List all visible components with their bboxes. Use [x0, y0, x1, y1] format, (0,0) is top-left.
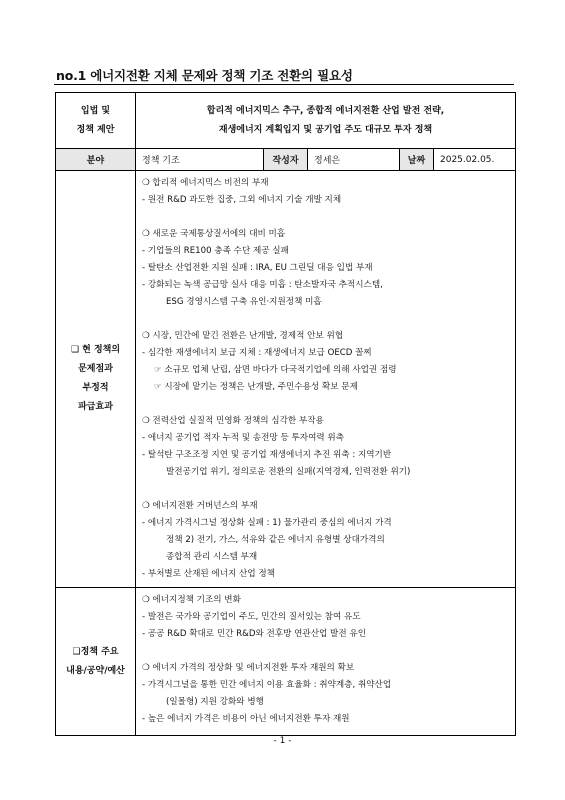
problem-line: - 기업들의 RE100 충족 수단 제공 실패	[142, 246, 289, 256]
author-value: 정세은	[308, 149, 400, 171]
proposal-title-line-1: 합리적 에너지믹스 추구, 종합적 에너지전환 산업 발전 전략,	[206, 105, 445, 116]
author-label: 작성자	[264, 149, 308, 171]
meta-row	[56, 149, 516, 171]
problems-label-line-2: 문제점과	[78, 364, 113, 374]
policy-line: - 공공 R&D 확대로 민간 R&D와 전후방 연관산업 발전 유인	[142, 629, 366, 639]
blank-line	[142, 311, 509, 328]
header-row	[56, 93, 516, 149]
problem-line: - 탈석탄 구조조정 지연 및 공기업 재생에너지 추진 위축 : 지역기반	[142, 450, 392, 460]
problem-line: ❍ 전력산업 실질적 민영화 정책의 심각한 부작용	[142, 416, 324, 426]
problem-line: - 심각한 재생에너지 보급 지체 : 재생에너지 보급 OECD 꼴찌	[142, 348, 372, 358]
problem-line: - 강화되는 녹색 공급망 실사 대응 미흡 : 탄소발자국 추적시스템,	[142, 280, 383, 290]
problem-line: - 원전 R&D 과도한 집중, 그외 에너지 기술 개발 지체	[142, 195, 342, 205]
page-number: - 1 -	[273, 736, 292, 746]
policy-line: (일몰형) 지원 강화와 병행	[166, 697, 264, 707]
policy-line: - 발전은 국가와 공기업이 주도, 민간의 질서있는 참여 유도	[142, 612, 361, 622]
date-value: 2025.02.05.	[434, 149, 516, 171]
problems-content-cell	[136, 171, 516, 588]
policy-content-cell	[136, 588, 516, 736]
problem-line: ☞ 시장에 맡기는 정책은 난개발, 주민수용성 확보 문제	[154, 382, 358, 392]
problem-line: 종합적 관리 시스템 부재	[166, 552, 258, 562]
problem-line: - 에너지 가격시그널 정상화 실패 : 1) 물가관리 중심의 에너지 가격	[142, 518, 392, 528]
problem-line: ESG 경영시스템 구축 유인·지원정책 미흡	[166, 297, 322, 307]
blank-line	[142, 643, 509, 660]
problems-label-line-3: 부정적	[82, 383, 109, 393]
blank-line	[142, 481, 509, 498]
title-underline	[54, 84, 514, 85]
field-value: 정책 기조	[136, 149, 264, 171]
proposal-table	[55, 92, 516, 736]
problems-label-line-4: 파급효과	[78, 402, 113, 412]
proposal-label-line-2: 정책 제안	[76, 124, 115, 135]
problem-line: ❍ 합리적 에너지믹스 비전의 부재	[142, 178, 269, 188]
problems-label-line-1: ❑ 현 정책의	[70, 345, 121, 355]
field-label: 분야	[56, 149, 136, 171]
proposal-title-line-2: 재생에너지 계획입지 및 공기업 주도 대규모 투자 정책	[218, 124, 433, 135]
problem-line: - 에너지 공기업 적자 누적 및 송전망 등 투자여력 위축	[142, 433, 345, 443]
blank-line	[142, 209, 509, 226]
policy-label-line-1: ❑정책 주요	[72, 646, 119, 657]
problems-row	[56, 171, 516, 588]
policy-label-line-2: 내용/공약/예산	[66, 665, 125, 676]
problem-line: ❍ 에너지전환 거버넌스의 부재	[142, 501, 258, 511]
policy-row	[56, 588, 516, 736]
proposal-label-line-1: 입법 및	[80, 105, 111, 116]
policy-line: - 높은 에너지 가격은 비용이 아닌 에너지전환 투자 재원	[142, 714, 350, 724]
problem-line: ❍ 시장, 민간에 맡긴 전환은 난개발, 경제적 안보 위협	[142, 331, 344, 341]
problem-line: 발전공기업 위기, 정의로운 전환의 실패(지역경제, 인력전환 위기)	[166, 467, 411, 477]
problem-line: - 탈탄소 산업전환 지원 실패 : IRA, EU 그린딜 대응 입법 부재	[142, 263, 373, 273]
policy-line: ❍ 에너지정책 기조의 변화	[142, 595, 241, 605]
problem-line: 정책 2) 전기, 가스, 석유와 같은 에너지 유형별 상대가격의	[166, 535, 385, 545]
problem-line: ☞ 소규모 업체 난립, 삼면 바다가 다국적기업에 의해 사업권 점령	[154, 365, 397, 375]
problems-label-cell	[56, 171, 136, 588]
blank-line	[142, 396, 509, 413]
problem-line: - 부처별로 산재된 에너지 산업 정책	[142, 569, 275, 579]
proposal-label-cell	[56, 93, 136, 149]
policy-label-cell	[56, 588, 136, 736]
document-title: no.1 에너지전환 지체 문제와 정책 기조 전환의 필요성	[56, 68, 353, 83]
policy-line: - 가격시그널을 통한 민간 에너지 이용 효율화 : 취약계층, 취약산업	[142, 680, 392, 690]
policy-line: ❍ 에너지 가격의 정상화 및 에너지전환 투자 재원의 확보	[142, 663, 355, 673]
proposal-title-cell	[136, 93, 516, 149]
date-label: 날짜	[400, 149, 434, 171]
problem-line: ❍ 새로운 국제통상질서에의 대비 미흡	[142, 229, 286, 239]
